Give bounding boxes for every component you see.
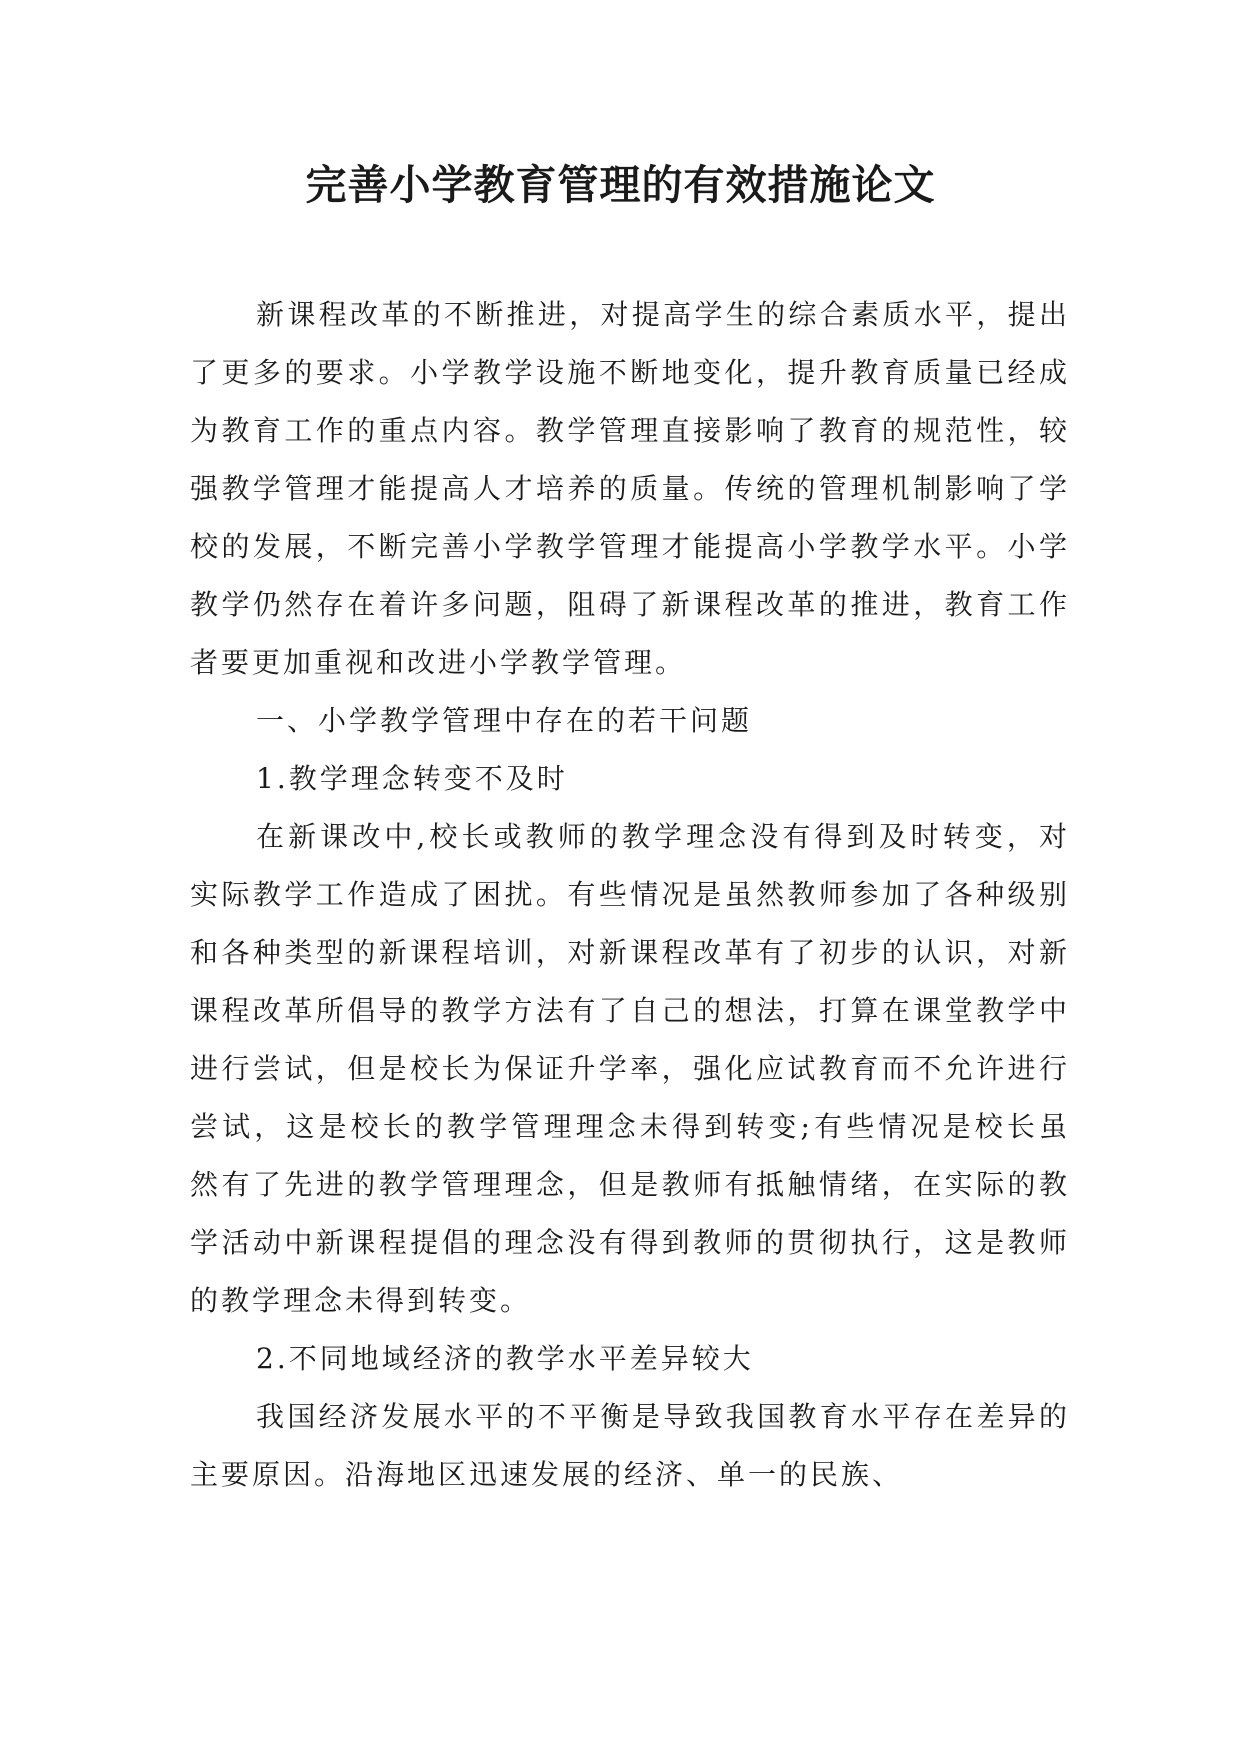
document-title: 完善小学教育管理的有效措施论文	[305, 161, 936, 209]
subsection-heading-1: 1.教学理念转变不及时	[256, 762, 568, 795]
body-paragraph-1: 在新课改中,校长或教师的教学理念没有得到及时转变，对实际教学工作造成了困扰。有些情况是虽然教师参加了各种级别和各种类型的新课程培训，对新课程改革有了初步的认识，对新课程改革所倡导的教学方法有了自己的想法，打算在课堂教学中进行尝试，但是校长为保证升学率，强化应试教育而不允许进行尝试，这是校长的教学管理理念未得到转变;有些情况是校长虽然有了先进的教学管理理念，但是教师有抵触情绪，在实际的教学活动中新课程提倡的理念没有得到教师的贯彻执行，这是教师的教学理念未得到转变。	[190, 820, 1070, 1317]
intro-paragraph: 新课程改革的不断推进，对提高学生的综合素质水平，提出了更多的要求。小学教学设施不断地变化，提升教育质量已经成为教育工作的重点内容。教学管理直接影响了教育的规范性，较强教学管理才能提高人才培养的质量。传统的管理机制影响了学校的发展，不断完善小学教学管理才能提高小学教学水平。小学教学仍然存在着许多问题，阻碍了新课程改革的推进，教育工作者要更加重视和改进小学教学管理。	[190, 298, 1070, 679]
section-heading: 一、小学教学管理中存在的若干问题	[256, 704, 753, 737]
subsection-heading-2: 2.不同地域经济的教学水平差异较大	[256, 1342, 754, 1375]
body-paragraph-2: 我国经济发展水平的不平衡是导致我国教育水平存在差异的主要原因。沿海地区迅速发展的经济、单一的民族、	[190, 1400, 1070, 1491]
document-body	[190, 286, 1070, 1504]
